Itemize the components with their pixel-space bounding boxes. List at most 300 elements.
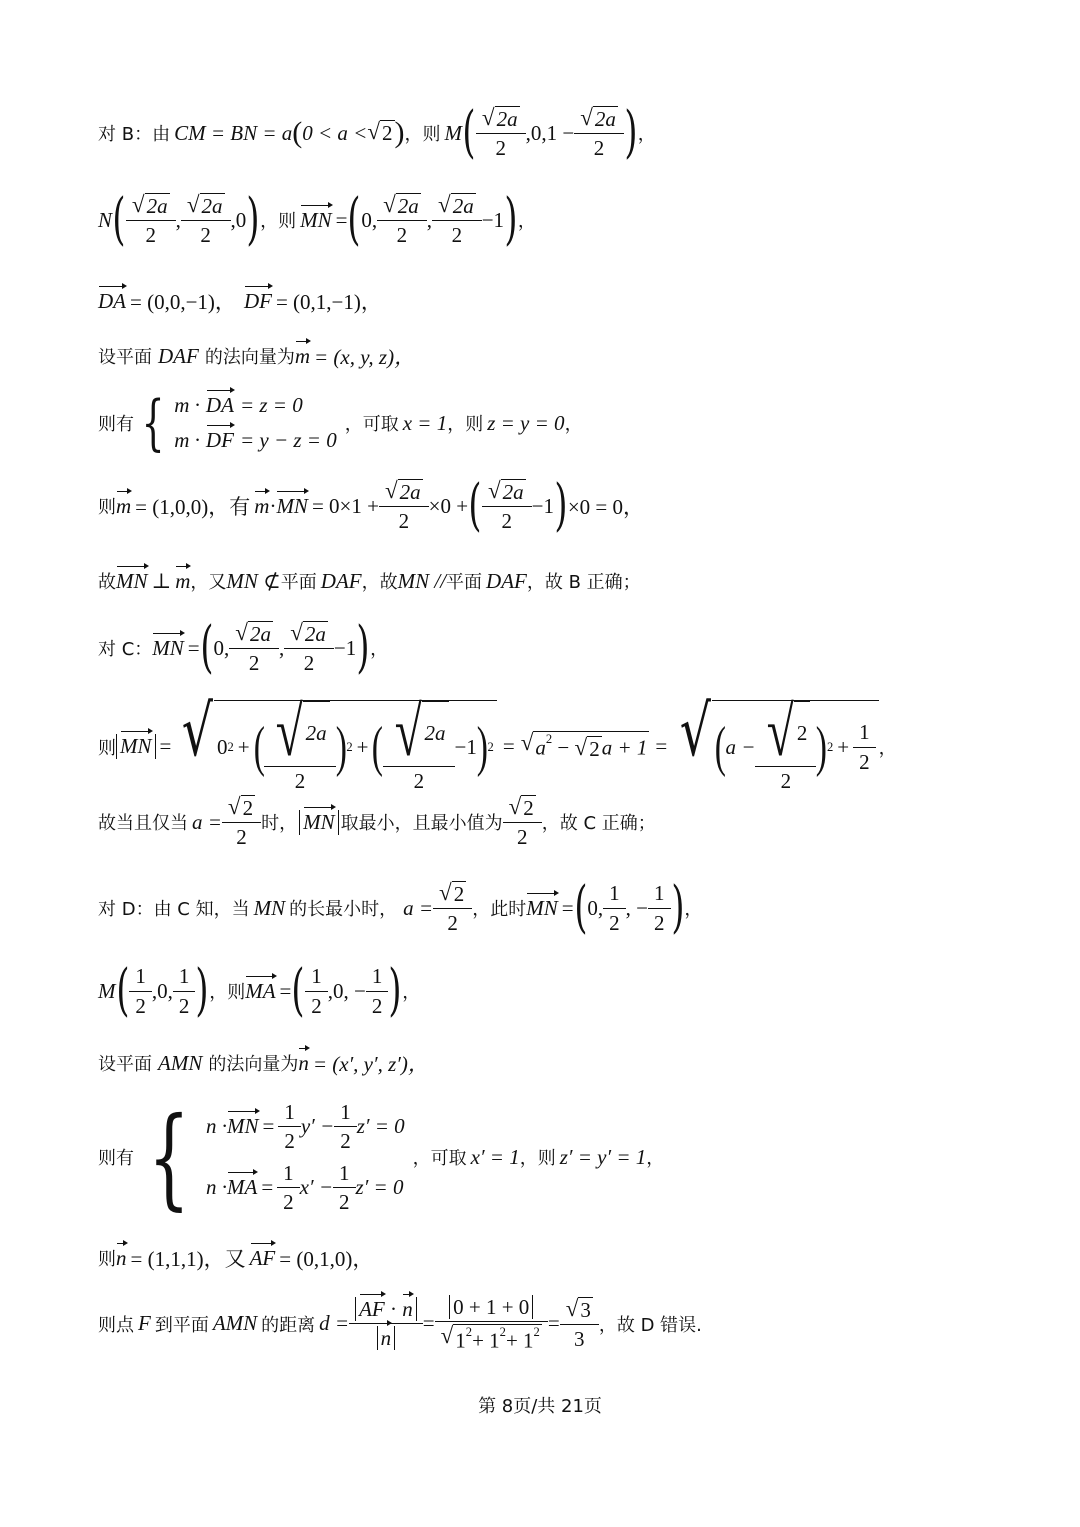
text: ， [684, 899, 703, 920]
denominator: 3 [560, 1324, 599, 1351]
math: MN // [397, 568, 447, 593]
equation-row [174, 428, 337, 453]
text: 设平面 [98, 347, 152, 368]
math: MN [253, 895, 286, 920]
paren: ) [816, 716, 828, 779]
math: = [262, 1114, 275, 1139]
vector: m [294, 343, 310, 368]
math: 0, [361, 207, 378, 232]
math: = [561, 895, 574, 920]
fraction [308, 964, 325, 1017]
line-9 [98, 690, 897, 793]
denominator: 2 [377, 220, 427, 247]
paren: ( [347, 187, 361, 252]
fraction [176, 964, 193, 1017]
text: 则 [98, 1249, 116, 1270]
text: 对 D：由 C 知，当 [98, 899, 250, 920]
denominator: 2 [264, 766, 335, 793]
vector: DF [243, 288, 272, 313]
denominator: 2 [366, 991, 389, 1018]
big-sqrt [673, 690, 878, 793]
radical-sign: √ [679, 690, 712, 772]
math: = [547, 1311, 560, 1336]
math: = (0,1,−1)， [275, 290, 382, 314]
denominator: 2 [574, 133, 624, 160]
math: n · [206, 1114, 227, 1139]
sqrt: √ 2 [367, 118, 393, 145]
numerator: 1 [654, 881, 665, 906]
numerator: 1 [339, 1161, 350, 1186]
numerator: 1 [340, 1100, 351, 1124]
math: = [159, 734, 172, 759]
vector: MN [303, 809, 335, 834]
numerator: 1 [135, 964, 146, 989]
math: a + 1 [601, 735, 648, 760]
line-12 [98, 958, 421, 1023]
paren: ( [291, 958, 305, 1023]
denominator: 2 [476, 133, 526, 160]
fraction: √ 2a 2 [577, 106, 621, 160]
text: 对 C： [98, 639, 153, 660]
text: 则 [98, 737, 116, 759]
math: z′ = 0 [355, 1175, 404, 1200]
text: 故当且仅当 [98, 813, 188, 835]
text: ，可取 [412, 1148, 467, 1170]
line-1 [98, 100, 656, 165]
math: AMN [158, 1050, 203, 1075]
radicand: 2 [382, 121, 393, 145]
vector: MN [120, 734, 152, 759]
text: 对 B：由 [98, 124, 171, 145]
math: = (x′, y′, z′)， [312, 1052, 429, 1076]
text: 的法向量为 [208, 1054, 299, 1075]
fraction: √ 2a 2 [382, 479, 426, 533]
fraction: √ 2a 2 [380, 193, 424, 247]
math: + 1 [505, 1328, 534, 1353]
fraction: 0 + 1 + 0 √ $1^2+ 1^2+ 1^2$ [438, 1295, 545, 1353]
vector: DA [205, 393, 234, 417]
numerator: 1 [311, 964, 322, 989]
radicand: 2a [303, 701, 330, 764]
math: = y − z = 0 [239, 428, 337, 452]
math: x′ − [299, 1175, 334, 1200]
vector: AF [359, 1297, 385, 1322]
fraction: √ 2a 2 [386, 701, 451, 793]
line-4 [98, 341, 415, 371]
math: DAF [158, 343, 199, 368]
fraction: √ 3 3 [563, 1297, 596, 1351]
paren: ( [714, 716, 726, 779]
equation-row [174, 393, 337, 418]
denominator: 2 [284, 648, 334, 675]
brace: { [148, 1093, 190, 1222]
magnitude [116, 734, 156, 759]
paren: ) [670, 875, 684, 940]
radicand: 2a [399, 479, 421, 504]
paren: ) [335, 716, 347, 779]
fraction [132, 964, 149, 1017]
fraction: √ 2 2 [225, 795, 258, 849]
fraction: √ 2 2 [436, 881, 469, 935]
denominator: 2 [379, 506, 429, 533]
math: ,0, − [327, 978, 366, 1003]
vector: m [116, 493, 132, 518]
radicand [712, 694, 879, 793]
fraction: √ 2a 2 [184, 193, 228, 247]
text: ，此时 [472, 899, 527, 920]
radicand: 2 [794, 701, 811, 764]
math: −1 [531, 493, 554, 518]
vector: MN [116, 568, 148, 593]
fraction [336, 1161, 353, 1214]
math: 0, [587, 895, 604, 920]
radicand: 2 [589, 736, 600, 761]
paren: ( [292, 116, 303, 149]
absolute: 0 + 1 + 0 [449, 1295, 533, 1319]
text: ， [646, 1148, 665, 1170]
fraction: √ 2a 2 [435, 193, 479, 247]
paren: ( [253, 716, 265, 779]
denominator: 2 [305, 991, 328, 1018]
line-10 [98, 795, 656, 849]
numerator: 1 [178, 964, 190, 989]
numerator: 1 [283, 1161, 294, 1186]
radicand: 2a [452, 193, 474, 218]
radicand: 2a [422, 701, 449, 764]
fraction [606, 881, 623, 934]
math: m · [174, 393, 200, 417]
fraction [280, 1161, 297, 1214]
exponent: 2 [545, 732, 553, 747]
fraction: √ 2a 2 [287, 621, 331, 675]
radicand: 2a [201, 193, 223, 218]
line-2 [98, 187, 536, 252]
magnitude [299, 810, 339, 835]
math: z′ = 0 [356, 1114, 405, 1139]
math: = 0×1 + [311, 493, 379, 518]
denominator: 2 [173, 991, 196, 1018]
math: d = [319, 1311, 350, 1336]
denominator: 2 [129, 991, 152, 1018]
fraction [337, 1100, 354, 1153]
math: m · [174, 428, 200, 452]
math: = (1,0,0)，有 [135, 495, 251, 519]
text: ，则 [519, 1148, 556, 1170]
fraction [352, 1297, 420, 1350]
fraction: √ 2 2 [506, 795, 539, 849]
math: = (0,0,−1)， [130, 290, 236, 314]
text: 到平面 [154, 1314, 209, 1336]
math: ,0 [230, 207, 247, 232]
fraction [369, 964, 386, 1017]
denominator: 2 [503, 822, 542, 849]
math: z′ = y′ = 1 [559, 1144, 647, 1169]
math: = [187, 635, 200, 660]
numerator: 1 [284, 1100, 295, 1124]
radicand: 2a [146, 193, 168, 218]
math: , [175, 207, 181, 232]
vector: MN [526, 895, 558, 920]
exponent: 2 [465, 1325, 473, 1340]
exponent: 2 [346, 739, 353, 754]
exponent: 2 [826, 739, 834, 754]
line-16 [98, 1295, 702, 1353]
fraction [281, 1100, 298, 1153]
paren: ) [246, 187, 260, 252]
paren: ) [476, 716, 488, 779]
text: 的法向量为 [204, 347, 295, 368]
paren: ) [554, 473, 568, 538]
radicand: 3 [580, 1297, 591, 1322]
math: ⊥ [151, 568, 172, 593]
text: ， [637, 124, 656, 145]
denominator: 2 [648, 908, 671, 935]
sqrt: √ $a^2$ − √ 2 a + 1 [520, 729, 648, 761]
denominator: 2 [603, 908, 626, 935]
text: ，故 D 错误. [598, 1314, 702, 1336]
paren: ( [573, 875, 588, 940]
math: a = [403, 895, 434, 920]
equation-row [206, 1161, 405, 1214]
radicand: 2a [397, 193, 419, 218]
fraction: √ 2 2 [758, 701, 813, 793]
equation-system [174, 393, 337, 453]
math: n · [206, 1175, 227, 1200]
math: 0, [213, 635, 230, 660]
math: 1 [455, 1328, 466, 1353]
text: ，则 [447, 414, 484, 435]
line-13 [98, 1048, 429, 1078]
paren: ( [462, 100, 476, 165]
radicand: 2 [523, 796, 534, 820]
math: = [502, 734, 515, 759]
math: · [269, 493, 277, 518]
math: CM = BN = a [174, 120, 293, 145]
denominator: 2 [181, 220, 231, 247]
fraction: √ 2a 2 [232, 621, 276, 675]
math: ×0 + [428, 493, 469, 518]
denominator: 2 [432, 220, 482, 247]
math: ,0,1 − [525, 120, 575, 145]
numerator: 1 [859, 720, 870, 745]
text: 的长最小时， [289, 899, 398, 920]
text: 的距离 [261, 1314, 316, 1336]
exponent: 2 [487, 739, 494, 754]
text: 故 [98, 572, 116, 593]
exponent: 2 [533, 1325, 540, 1340]
text: 则 [98, 497, 116, 518]
vector: AF [249, 1245, 276, 1270]
math: = [335, 207, 348, 232]
fraction: √ 2a 2 [479, 106, 523, 160]
line-6 [98, 473, 645, 538]
text: ，则 [209, 982, 246, 1003]
line-14 [98, 1093, 665, 1222]
math: x = 1 [402, 410, 448, 435]
text: ，故 B 正确； [526, 572, 641, 593]
math: AMN [212, 1311, 258, 1336]
vector: MN [227, 1114, 259, 1139]
fraction: √ 2a 2 [267, 701, 332, 793]
math: = (x, y, z)， [314, 345, 416, 369]
paren: ) [195, 958, 209, 1023]
text: ，则 [404, 124, 441, 145]
math: ,0, [151, 978, 173, 1003]
fraction: √ 2a 2 [129, 193, 173, 247]
math: a = [192, 809, 222, 834]
denominator: 2 [334, 1126, 357, 1153]
paren: ) [388, 958, 402, 1023]
math: −1 [481, 207, 505, 232]
text: ， [878, 737, 897, 759]
denominator: 2 [277, 1187, 300, 1214]
radicand: 2a [249, 621, 271, 646]
text: 设平面 [98, 1054, 152, 1075]
paren: ( [115, 958, 129, 1023]
text: ， [402, 982, 421, 1003]
paren: ) [504, 187, 518, 252]
text: ， [517, 211, 536, 232]
line-3 [98, 286, 382, 316]
math: = [422, 1311, 435, 1336]
denominator: 2 [333, 1187, 356, 1214]
denominator: 2 [755, 766, 816, 793]
text: 则有 [98, 414, 134, 435]
paren: ) [356, 615, 370, 680]
denominator: 2 [853, 747, 876, 774]
math: , [426, 207, 432, 232]
denominator: 2 [383, 766, 454, 793]
math: + [237, 734, 250, 759]
math: −1 [454, 734, 477, 759]
text: 则点 [98, 1314, 134, 1336]
paren: ( [112, 187, 126, 252]
radicand: 2a [496, 106, 518, 131]
text: ，故 [361, 572, 398, 593]
math: N [98, 207, 113, 232]
paren: ( [200, 615, 214, 680]
radicand: 2 [453, 881, 465, 906]
vector: n [298, 1050, 309, 1075]
vector: n [380, 1326, 392, 1351]
line-8 [98, 615, 389, 680]
paren: ) [624, 100, 638, 165]
math: M [98, 978, 116, 1003]
math: F [138, 1311, 151, 1336]
text: ， [564, 414, 583, 435]
denominator: 2 [278, 1126, 301, 1153]
radicand: 2a [594, 106, 616, 131]
numerator: 1 [371, 964, 383, 989]
math: 0 < a < [302, 120, 368, 145]
text: 平面 [446, 572, 483, 593]
math: = z = 0 [239, 393, 303, 417]
math: a [535, 735, 546, 760]
math: y′ − [300, 1114, 335, 1139]
radicand: 2a [502, 479, 524, 504]
line-5 [98, 388, 583, 458]
big-sqrt [175, 690, 497, 793]
text: ，则 [260, 211, 297, 232]
vector: n [402, 1297, 413, 1322]
math: z = y = 0 [487, 410, 565, 435]
exponent: 2 [227, 739, 234, 754]
vector: MA [245, 978, 276, 1003]
paren: ) [394, 116, 405, 149]
text: ，又 [190, 572, 227, 593]
math: = [261, 1175, 274, 1200]
math: + [837, 734, 850, 759]
paren: ( [372, 716, 384, 779]
math: · [389, 1297, 397, 1322]
equation-system [206, 1100, 405, 1215]
vector: MN [300, 207, 332, 232]
page-footer: 第 8页/共 21页 [478, 1396, 602, 1417]
text: ，可取 [344, 414, 399, 435]
math: = (1,1,1)，又 [130, 1247, 246, 1271]
equation-row [206, 1100, 405, 1153]
text: 平面 [280, 572, 317, 593]
math: + 1 [472, 1328, 500, 1353]
math: DAF [486, 568, 527, 593]
brace: { [141, 388, 165, 458]
line-11 [98, 875, 703, 940]
fraction: √ 2a 2 [485, 479, 529, 533]
denominator: 2 [433, 908, 472, 935]
text: 取最小，且最小值为 [340, 813, 503, 835]
math: DAF [320, 568, 362, 593]
denominator: 2 [126, 220, 176, 247]
text: ， [370, 639, 389, 660]
fraction [856, 720, 873, 773]
math: x′ = 1 [470, 1144, 520, 1169]
vector: MA [227, 1175, 258, 1200]
vector: MN [276, 493, 308, 518]
text: 时， [261, 813, 298, 835]
math: , [278, 635, 285, 660]
math: MN ⊄ [226, 568, 281, 593]
fraction [651, 881, 668, 934]
math: ×0 = 0， [567, 495, 645, 519]
math: −1 [333, 635, 357, 660]
denominator: 2 [229, 648, 279, 675]
radicand: 2 [242, 796, 254, 820]
math: 0 [216, 734, 228, 759]
math: + [356, 734, 369, 759]
line-7 [98, 568, 641, 594]
math: , − [625, 895, 648, 920]
vector: MN [152, 635, 184, 660]
radicand: 2a [304, 621, 326, 646]
text: 则有 [98, 1148, 134, 1170]
math: = (0,1,0)， [279, 1247, 374, 1271]
denominator: 2 [482, 506, 532, 533]
math: M [444, 120, 463, 145]
numerator: 1 [609, 881, 620, 906]
vector: n [116, 1245, 127, 1270]
text: ，故 C 正确； [541, 813, 656, 835]
exponent: 2 [499, 1325, 506, 1340]
paren: ( [468, 473, 482, 538]
vector: m [175, 568, 191, 593]
denominator: 2 [222, 822, 261, 849]
vector: DA [98, 288, 126, 313]
math: = [279, 978, 292, 1003]
math: = [655, 734, 668, 759]
radicand [214, 694, 497, 793]
math: a − [725, 734, 756, 759]
radical-sign: √ [182, 690, 214, 772]
